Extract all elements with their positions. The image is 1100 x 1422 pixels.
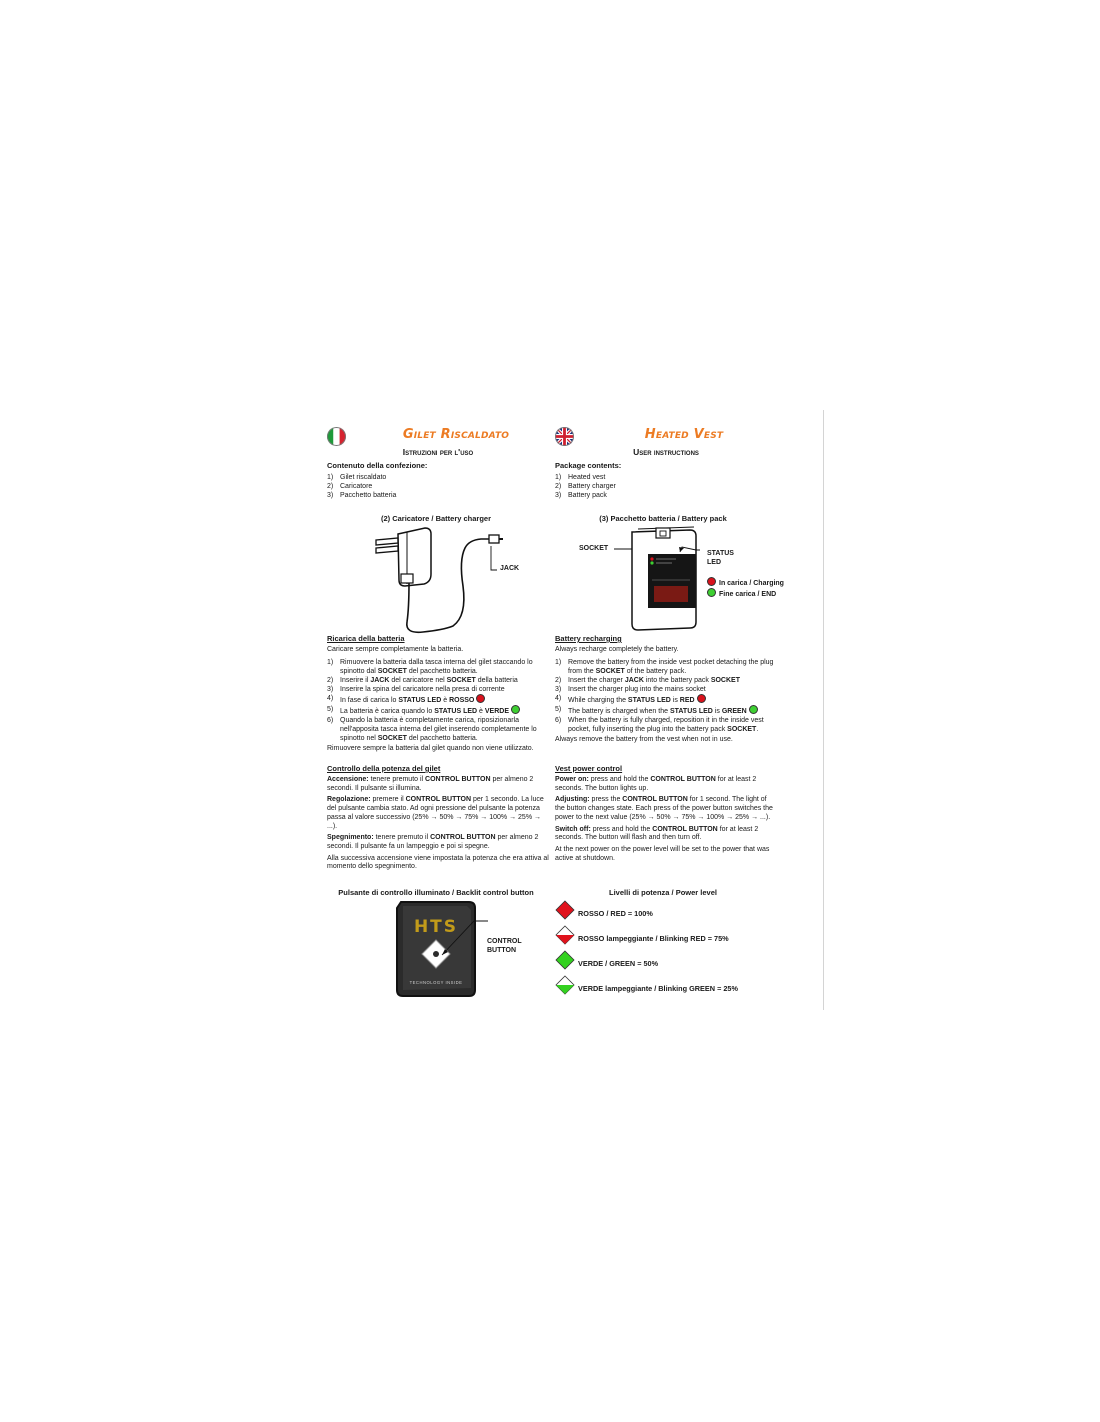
charger-caption: (2) Caricatore / Battery charger xyxy=(380,514,492,523)
english-title: Heated Vest xyxy=(644,427,724,442)
hts-logo: HTS xyxy=(413,917,459,937)
recharge-section-it xyxy=(327,634,549,756)
list-item: 2) Battery charger xyxy=(555,483,616,490)
package-heading: Contenuto della confezione: xyxy=(327,461,428,470)
switch-off-text: Switch off: press and hold the CONTROL BUTTON for at least 2 seconds. The button will flash and then turn off. xyxy=(555,825,759,842)
battery-caption: (3) Pacchetto batteria / Battery pack xyxy=(599,514,727,523)
list-item: 4) While charging the STATUS LED is RED xyxy=(555,694,777,705)
list-item: 3) Inserire la spina del caricatore nella presa di corrente xyxy=(327,685,505,693)
power-heading: Vest power control xyxy=(555,764,623,773)
red-led-icon xyxy=(697,694,706,703)
recharge-footer: Always remove the battery from the vest when not in use. xyxy=(555,735,733,743)
italian-subtitle: Istruzioni per l'uso xyxy=(402,447,474,457)
list-item: 1) Heated vest xyxy=(555,474,606,481)
list-item: 5) The battery is charged when the STATUS LED is GREEN xyxy=(555,705,777,716)
list-item: 3) Battery pack xyxy=(555,492,607,499)
uk-flag-icon xyxy=(555,427,574,446)
list-item: 1) Gilet riscaldato xyxy=(327,474,387,481)
battery-pack-illustration xyxy=(610,526,710,634)
switch-off-text: Spegnimento: tenere premuto il CONTROL BUTTON per almeno 2 secondi. Il pulsante fa un lampeggio e poi si spegne. xyxy=(327,834,539,850)
red-led-icon xyxy=(476,694,485,703)
list-item: 5) La batteria è carica quando lo STATUS LED è VERDE xyxy=(327,705,549,716)
list-item: 2) Inserire il JACK del caricatore nel SOCKET della batteria xyxy=(327,676,518,684)
charger-illustration xyxy=(371,526,521,638)
end-legend: Fine carica / END xyxy=(707,588,776,600)
list-item: 4) In fase di carica lo STATUS LED è ROSSO xyxy=(327,694,549,705)
jack-label: JACK xyxy=(500,565,520,572)
package-list xyxy=(327,473,549,500)
red-diamond-icon xyxy=(555,900,575,920)
page-edge-line xyxy=(823,410,824,1010)
package-list xyxy=(555,473,777,500)
recharge-footer: Rimuovere sempre la batteria dal gilet quando non viene utilizzato. xyxy=(327,744,534,752)
power-section-it xyxy=(327,764,549,875)
list-item: 6) Quando la batteria è completamente carica, riposizionarla nell'apposita tasca interna del gilet inserendo completamente lo spinotto nel SOCKET del pacchetto batteria. xyxy=(327,716,537,742)
recharge-steps xyxy=(327,658,549,743)
list-item: 1) Remove the battery from the inside vest pocket detaching the plug from the SOCKET of the battery pack. xyxy=(555,658,774,675)
power-level-25: VERDE lampeggiante / Blinking GREEN = 25% xyxy=(555,975,785,997)
button-caption: Pulsante di controllo illuminato / Backlit control button xyxy=(338,888,534,897)
control-button-pointer xyxy=(432,900,494,960)
next-on-text: Alla successiva accensione viene impostata la potenza che era attiva al momento dello spegnimento. xyxy=(327,854,549,871)
status-led-label: STATUS LED xyxy=(707,550,734,566)
green-led-icon xyxy=(707,588,716,597)
adjust-text: Regolazione: premere il CONTROL BUTTON per 1 secondo. La luce del pulsante cambia stato. Ad ogni pressione del pulsante la potenza passa al valore successivo (25% → 50% → 75% → 100% → 25% → ...). xyxy=(327,796,544,830)
charging-legend: In carica / Charging xyxy=(707,577,784,589)
package-heading: Package contents: xyxy=(555,461,622,470)
logo-tagline: TECHNOLOGY INSIDE xyxy=(409,980,463,985)
list-item: 6) When the battery is fully charged, reposition it in the inside vest pocket, fully inserting the plug into the battery pack SOCKET. xyxy=(555,716,764,733)
recharge-heading: Battery recharging xyxy=(555,634,622,643)
list-item: 3) Pacchetto batteria xyxy=(327,492,397,499)
power-section-en xyxy=(555,764,777,866)
adjust-text: Adjusting: press the CONTROL BUTTON for 1 second. The light of the button changes state. Each press of the power button switches the power to the next value (25% → 50% → 75% → 100% → 25% → ...). xyxy=(555,796,773,821)
recharge-section-en xyxy=(555,634,777,747)
power-on-text: Accensione: tenere premuto il CONTROL BUTTON per almeno 2 secondi. Il pulsante si illumina. xyxy=(327,776,534,792)
power-heading: Controllo della potenza del gilet xyxy=(327,764,441,773)
blinking-green-diamond-icon xyxy=(555,975,575,995)
list-item: 2) Insert the charger JACK into the battery pack SOCKET xyxy=(555,676,740,684)
green-led-icon xyxy=(511,705,520,714)
power-on-text: Power on: press and hold the CONTROL BUTTON for at least 2 seconds. The button lights up. xyxy=(555,776,757,792)
list-item: 1) Rimuovere la batteria dalla tasca interna del gilet staccando lo spinotto dal SOCKET del pacchetto batteria. xyxy=(327,658,533,675)
power-level-75: ROSSO lampeggiante / Blinking RED = 75% xyxy=(555,925,785,947)
power-level-100: ROSSO / RED = 100% xyxy=(555,900,785,922)
green-led-icon xyxy=(749,705,758,714)
recharge-intro: Always recharge completely the battery. xyxy=(555,646,679,653)
socket-label: SOCKET xyxy=(579,545,609,552)
green-diamond-icon xyxy=(555,950,575,970)
italy-flag-icon xyxy=(327,427,346,446)
next-on-text: At the next power on the power level will be set to the power that was active at shutdown. xyxy=(555,845,770,862)
list-item: 2) Caricatore xyxy=(327,483,373,490)
power-level-50: VERDE / GREEN = 50% xyxy=(555,950,785,972)
list-item: 3) Insert the charger plug into the mains socket xyxy=(555,685,706,693)
red-led-icon xyxy=(707,577,716,586)
recharge-steps xyxy=(555,658,777,734)
italian-title: Gilet Riscaldato xyxy=(402,427,510,442)
levels-caption: Livelli di potenza / Power level xyxy=(609,888,717,897)
recharge-intro: Caricare sempre completamente la batteria. xyxy=(327,646,464,653)
blinking-red-diamond-icon xyxy=(555,925,575,945)
control-button-label: CONTROL BUTTON xyxy=(487,938,522,954)
recharge-heading: Ricarica della batteria xyxy=(327,634,405,643)
english-subtitle: User instructions xyxy=(633,447,699,457)
